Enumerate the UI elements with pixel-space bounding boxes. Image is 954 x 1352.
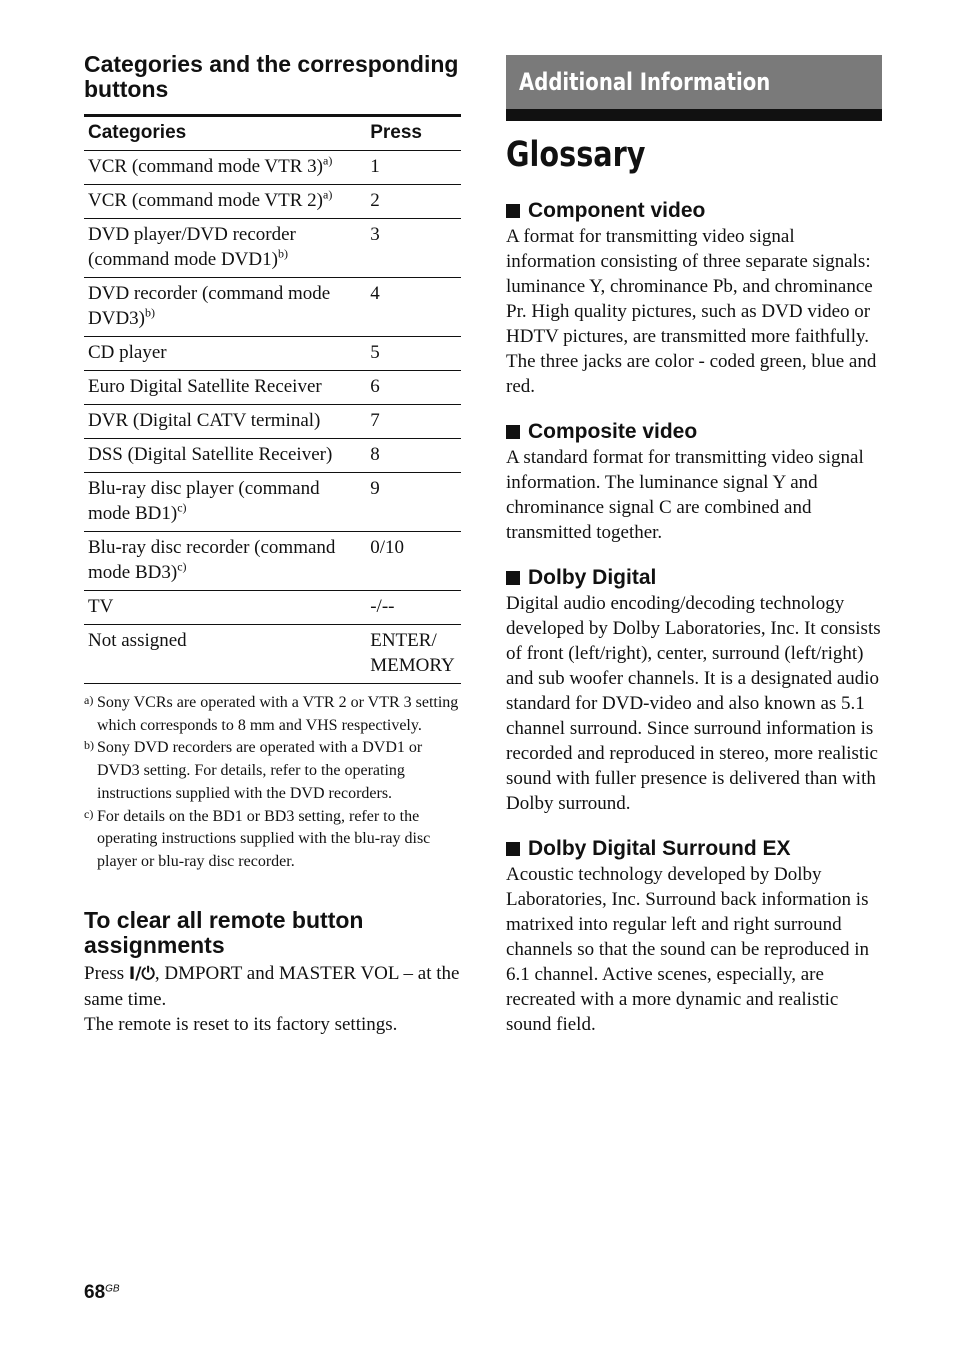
table-row	[84, 532, 461, 591]
table-row	[84, 278, 461, 337]
press-cell: 2	[366, 185, 461, 219]
glossary-definition: A format for transmitting video signal information consisting of three separate signals: luminance Y, chrominance Pb, and chrominance Pr. High quality pictures, such as DVD video or HDTV pictures, are transmitted more faithfully. The three jacks are color - coded green, blue and red.	[506, 226, 877, 397]
category-cell: VCR (command mode VTR 3)$^{a)}$	[84, 151, 366, 185]
category-cell: TV	[84, 591, 366, 625]
press-cell: 7	[366, 405, 461, 439]
glossary-entry	[506, 420, 882, 545]
table-row	[84, 591, 461, 625]
table-row	[84, 371, 461, 405]
press-cell: 6	[366, 371, 461, 405]
press-cell: 8	[366, 439, 461, 473]
page-title: Glossary	[506, 135, 646, 175]
table-heading: Categories and the corresponding buttons	[84, 51, 459, 102]
categories-table	[84, 114, 461, 684]
press-cell: 3	[366, 219, 461, 278]
footnote-ref: c)	[177, 559, 187, 574]
glossary-term: Dolby Digital Surround EX	[506, 837, 882, 861]
category-cell: DVD player/DVD recorder (command mode DVD1)$^{b)}$	[84, 219, 366, 278]
glossary-entry	[506, 199, 882, 399]
category-cell: DVD recorder (command mode DVD3)$^{b)}$	[84, 278, 366, 337]
table-row	[84, 625, 461, 684]
press-cell: ENTER/ MEMORY	[370, 630, 455, 676]
footnote-ref: a)	[323, 187, 333, 202]
footnote-text: Sony DVD recorders are operated with a DVD1 or DVD3 setting. For details, refer to the operating instructions supplied with the DVD recorders.	[97, 739, 423, 802]
footnote-text: Sony VCRs are operated with a VTR 2 or VTR 3 setting which corresponds to 8 mm and VHS respectively.	[97, 694, 459, 734]
header-press: Press	[366, 116, 461, 151]
footnote-ref: b)	[145, 305, 155, 320]
header-categories: Categories	[84, 116, 366, 151]
clear-assignments-heading: To clear all remote button assignments	[84, 906, 364, 958]
table-row	[84, 337, 461, 371]
footnote-ref: c)	[177, 500, 187, 515]
category-cell: VCR (command mode VTR 2)$^{a)}$	[84, 185, 366, 219]
table-row	[84, 405, 461, 439]
table-row	[84, 473, 461, 532]
footnote-ref: b)	[277, 246, 288, 261]
glossary-definition: A standard format for transmitting video signal information. The luminance signal Y and chrominance signal C are combined and transmitted together.	[506, 447, 864, 543]
press-cell: -/--	[366, 591, 461, 625]
glossary-term: Composite video	[506, 420, 882, 444]
category-cell: Blu-ray disc recorder (command mode BD3)$^{c)}$	[84, 532, 366, 591]
footnote-ref: a)	[323, 153, 333, 168]
glossary-term: Component video	[506, 199, 882, 223]
table-row	[84, 439, 461, 473]
square-bullet-icon	[506, 204, 520, 218]
footnote	[84, 806, 462, 874]
footnotes	[84, 692, 462, 874]
table-header-row	[84, 116, 461, 151]
press-cell: 1	[366, 151, 461, 185]
right-column	[506, 55, 882, 1058]
square-bullet-icon	[506, 571, 520, 585]
footnote	[84, 737, 462, 805]
square-bullet-icon	[506, 425, 520, 439]
page-number: 68	[84, 1282, 106, 1303]
glossary-entry	[506, 566, 882, 816]
footnote-text: For details on the BD1 or BD3 setting, refer to the operating instructions supplied with the blu-ray disc player or blu-ray disc recorder.	[97, 807, 431, 870]
left-column	[84, 52, 462, 1037]
page-suffix: GB	[105, 1283, 120, 1295]
clear-instructions: Press I/⏻, DMPORT and MASTER VOL – at the same time.	[84, 962, 460, 1010]
category-cell: Blu-ray disc player (command mode BD1)$^{c)}$	[84, 473, 366, 532]
power-icon: I/⏻	[128, 963, 155, 984]
glossary-term: Dolby Digital	[506, 566, 882, 590]
category-cell: Euro Digital Satellite Receiver	[84, 371, 366, 405]
page-footer	[84, 1282, 120, 1304]
footnote-mark: c)	[84, 806, 94, 821]
footnote	[84, 692, 462, 737]
table-row	[84, 151, 461, 185]
press-cell: 5	[366, 337, 461, 371]
footnote-mark: b)	[84, 738, 94, 753]
glossary-definition: Digital audio encoding/decoding technology developed by Dolby Laboratories, Inc. It consists of front (left/right), center, surround (left/right) and sub woofer channels. It is a designated audio standard for DVD-video and also known as 5.1 channel surround. Since surround information is recorded and reproduced in stereo, more realistic sound with fuller presence is delivered than with Dolby surround.	[506, 593, 881, 814]
table-row	[84, 219, 461, 278]
press-cell: 9	[366, 473, 461, 532]
square-bullet-icon	[506, 842, 520, 856]
clear-reset-note: The remote is reset to its factory settings.	[84, 1013, 398, 1035]
category-cell: DSS (Digital Satellite Receiver)	[84, 439, 366, 473]
glossary-definition: Acoustic technology developed by Dolby Laboratories, Inc. Surround back information is matrixed into regular left and right surround channels so that the sound can be reproduced in 6.1 channel. Active scenes, especially, are recreated with a more dynamic and realistic sound field.	[506, 864, 869, 1035]
footnote-mark: a)	[84, 693, 94, 707]
table-row	[84, 185, 461, 219]
category-cell: DVR (Digital CATV terminal)	[84, 405, 366, 439]
category-cell: Not assigned	[88, 630, 187, 651]
section-banner	[506, 55, 882, 121]
press-cell: 4	[366, 278, 461, 337]
category-cell: CD player	[84, 337, 366, 371]
glossary-entry	[506, 837, 882, 1037]
press-cell: 0/10	[366, 532, 461, 591]
section-banner-title: Additional Information	[519, 68, 771, 96]
